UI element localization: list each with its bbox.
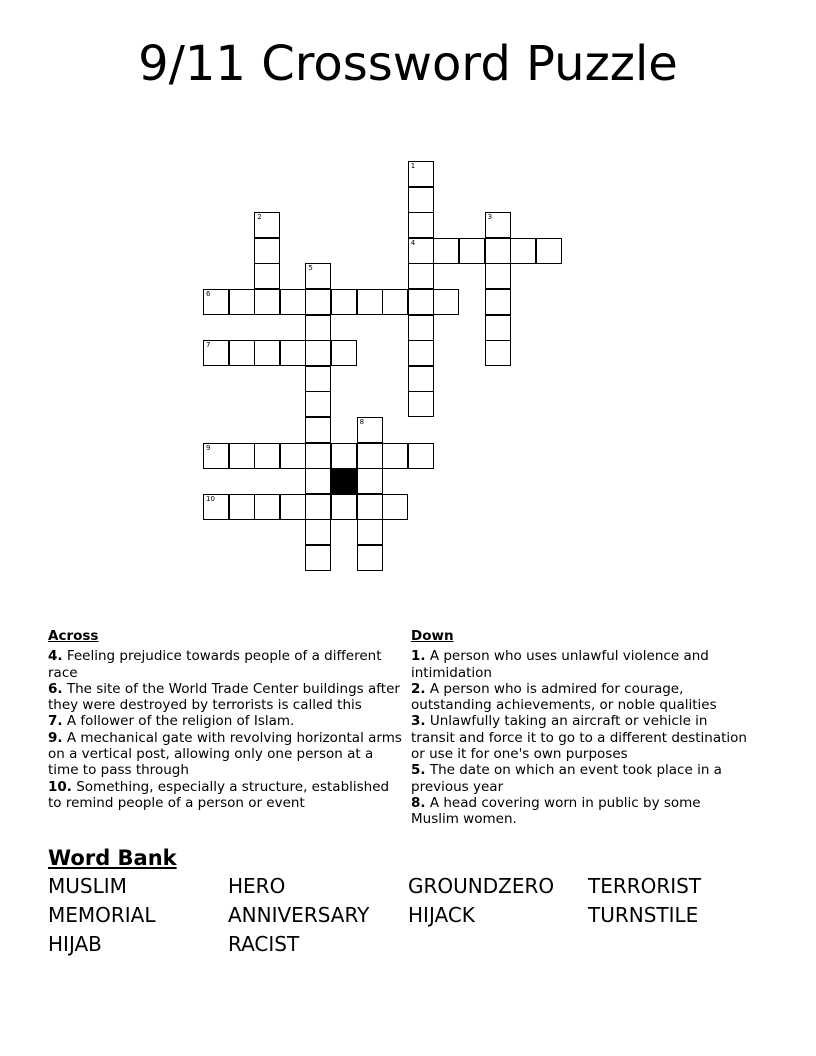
word-bank-word: TERRORIST bbox=[588, 874, 702, 898]
grid-cell[interactable] bbox=[305, 263, 331, 289]
grid-cell[interactable] bbox=[536, 238, 562, 264]
grid-cell[interactable] bbox=[331, 443, 357, 469]
grid-cell[interactable] bbox=[305, 366, 331, 392]
grid-cell[interactable] bbox=[408, 161, 434, 187]
grid-cell[interactable] bbox=[485, 212, 511, 238]
clue-text: Unlawfully taking an aircraft or vehicle in transit and force it to go to a different destination or use it for one's own purposes bbox=[411, 713, 747, 763]
grid-cell[interactable] bbox=[254, 289, 280, 315]
grid-cell[interactable] bbox=[485, 238, 511, 264]
clue-number: 3 bbox=[487, 213, 493, 222]
grid-cell[interactable] bbox=[485, 315, 511, 341]
grid-cell[interactable] bbox=[408, 443, 434, 469]
grid-cell[interactable] bbox=[485, 263, 511, 289]
grid-cell[interactable] bbox=[254, 238, 280, 264]
clue-text: A follower of the religion of Islam. bbox=[62, 713, 295, 730]
word-bank-word: ANNIVERSARY bbox=[228, 903, 370, 927]
grid-cell[interactable] bbox=[305, 468, 331, 494]
grid-cell[interactable] bbox=[305, 417, 331, 443]
grid-cell[interactable] bbox=[382, 289, 408, 315]
grid-cell[interactable] bbox=[280, 340, 306, 366]
grid-cell[interactable] bbox=[203, 289, 229, 315]
word-bank-title: Word Bank bbox=[48, 846, 177, 870]
grid-cell[interactable] bbox=[485, 289, 511, 315]
word-bank bbox=[48, 874, 788, 957]
across-clue bbox=[48, 648, 406, 681]
grid-cell[interactable] bbox=[203, 340, 229, 366]
grid-cell[interactable] bbox=[331, 494, 357, 520]
down-clue bbox=[411, 681, 751, 714]
grid-cell[interactable] bbox=[408, 212, 434, 238]
across-clue bbox=[48, 730, 406, 779]
grid-cell[interactable] bbox=[331, 289, 357, 315]
clue-text: A head covering worn in public by some Muslim women. bbox=[411, 794, 701, 828]
grid-cell[interactable] bbox=[408, 391, 434, 417]
clue-number: 10. bbox=[48, 778, 72, 795]
grid-cell[interactable] bbox=[357, 519, 383, 545]
down-clues bbox=[411, 628, 751, 828]
grid-cell[interactable] bbox=[408, 340, 434, 366]
grid-cell[interactable] bbox=[254, 494, 280, 520]
page-title: 9/11 Crossword Puzzle bbox=[138, 36, 678, 92]
grid-cell[interactable] bbox=[408, 315, 434, 341]
clue-number: 4. bbox=[48, 648, 63, 665]
grid-cell[interactable] bbox=[305, 443, 331, 469]
grid-cell[interactable] bbox=[408, 289, 434, 315]
grid-cell[interactable] bbox=[408, 263, 434, 289]
grid-cell[interactable] bbox=[203, 494, 229, 520]
grid-cell[interactable] bbox=[408, 366, 434, 392]
clue-number: 3. bbox=[411, 713, 426, 730]
grid-cell[interactable] bbox=[382, 494, 408, 520]
black-cell bbox=[331, 468, 357, 494]
down-clue bbox=[411, 795, 751, 828]
clue-number: 9. bbox=[48, 729, 63, 746]
clue-number: 5. bbox=[411, 762, 426, 779]
clue-number: 4 bbox=[410, 238, 416, 247]
word-bank-word: MEMORIAL bbox=[48, 903, 156, 927]
clue-text: A person who is admired for courage, outstanding achievements, or noble qualities bbox=[411, 680, 717, 714]
grid-cell[interactable] bbox=[305, 289, 331, 315]
grid-cell[interactable] bbox=[357, 468, 383, 494]
grid-cell[interactable] bbox=[510, 238, 536, 264]
down-clue bbox=[411, 648, 751, 681]
clue-number: 6. bbox=[48, 680, 63, 697]
grid-cell[interactable] bbox=[408, 238, 434, 264]
clue-text: The site of the World Trade Center buildings after they were destroyed by terrorists is called this bbox=[48, 680, 400, 714]
across-heading: Across bbox=[48, 628, 99, 644]
word-bank-word: RACIST bbox=[228, 932, 300, 956]
grid-cell[interactable] bbox=[305, 519, 331, 545]
down-clue bbox=[411, 713, 751, 762]
clue-number: 6 bbox=[206, 290, 211, 298]
grid-cell[interactable] bbox=[305, 545, 331, 571]
grid-cell[interactable] bbox=[203, 443, 229, 469]
word-bank-word: GROUNDZERO bbox=[408, 874, 555, 898]
grid-cell[interactable] bbox=[254, 443, 280, 469]
across-clue bbox=[48, 681, 406, 714]
clue-number: 1 bbox=[410, 162, 416, 170]
word-bank-word: MUSLIM bbox=[48, 874, 127, 898]
grid-cell[interactable] bbox=[357, 289, 383, 315]
grid-cell[interactable] bbox=[254, 340, 280, 366]
clue-text: Feeling prejudice towards people of a different race bbox=[48, 648, 382, 681]
clue-number: 2 bbox=[257, 213, 262, 222]
clue-text: Something, especially a structure, established to remind people of a person or event bbox=[48, 778, 390, 811]
grid-cell[interactable] bbox=[408, 187, 434, 213]
grid-cell[interactable] bbox=[305, 315, 331, 341]
grid-cell[interactable] bbox=[357, 443, 383, 469]
clue-number: 7 bbox=[206, 341, 211, 350]
grid-cell[interactable] bbox=[229, 340, 255, 366]
grid-cell[interactable] bbox=[254, 263, 280, 289]
grid-cell[interactable] bbox=[229, 494, 255, 520]
clue-number: 9 bbox=[206, 443, 211, 452]
grid-cell[interactable] bbox=[305, 391, 331, 417]
grid-cell[interactable] bbox=[331, 340, 357, 366]
down-heading: Down bbox=[411, 628, 454, 644]
word-bank-word: HIJAB bbox=[48, 932, 102, 956]
word-bank-word: HERO bbox=[228, 874, 286, 898]
clue-number: 7. bbox=[48, 713, 63, 730]
grid-cell[interactable] bbox=[280, 289, 306, 315]
across-clue bbox=[48, 713, 406, 729]
clue-number: 8 bbox=[359, 418, 365, 426]
clue-number: 5 bbox=[308, 264, 313, 273]
grid-cell[interactable] bbox=[357, 417, 383, 443]
grid-cell[interactable] bbox=[433, 238, 459, 264]
grid-cell[interactable] bbox=[459, 238, 485, 264]
clue-number: 1. bbox=[411, 648, 426, 665]
clue-number: 2. bbox=[411, 680, 426, 697]
grid-cell[interactable] bbox=[485, 340, 511, 366]
clue-number: 10 bbox=[206, 494, 215, 503]
grid-cell[interactable] bbox=[305, 494, 331, 520]
grid-cell[interactable] bbox=[229, 289, 255, 315]
across-clue bbox=[48, 779, 406, 812]
grid-cell[interactable] bbox=[229, 443, 255, 469]
clue-number: 8. bbox=[411, 794, 426, 811]
down-clue bbox=[411, 762, 751, 795]
grid-cell[interactable] bbox=[433, 289, 459, 315]
grid-cell[interactable] bbox=[357, 494, 383, 520]
across-clues bbox=[48, 628, 406, 811]
clue-text: The date on which an event took place in a previous year bbox=[411, 762, 722, 795]
clue-text: A person who uses unlawful violence and intimidation bbox=[411, 648, 709, 681]
grid-cell[interactable] bbox=[382, 443, 408, 469]
grid-cell[interactable] bbox=[254, 212, 280, 238]
grid-cell[interactable] bbox=[280, 443, 306, 469]
grid-cell[interactable] bbox=[305, 340, 331, 366]
clue-text: A mechanical gate with revolving horizontal arms on a vertical post, allowing only one person at a time to pass through bbox=[48, 729, 402, 779]
grid-cell[interactable] bbox=[357, 545, 383, 571]
word-bank-word: TURNSTILE bbox=[588, 903, 699, 927]
word-bank-word: HIJACK bbox=[408, 903, 475, 927]
grid-cell[interactable] bbox=[280, 494, 306, 520]
